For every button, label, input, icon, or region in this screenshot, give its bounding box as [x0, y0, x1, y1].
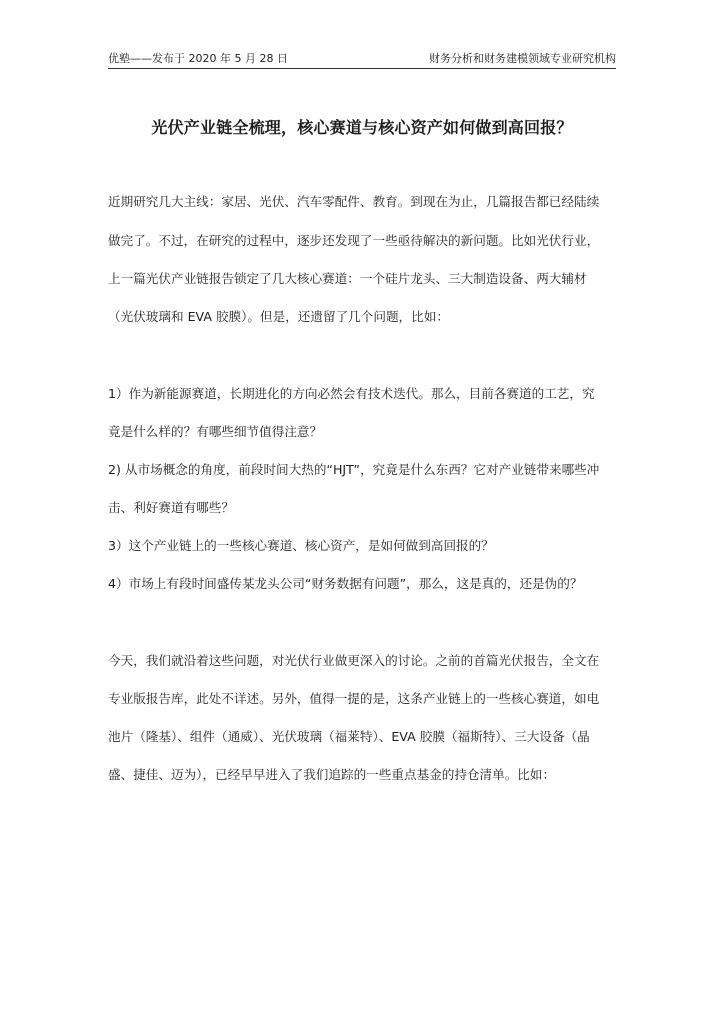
question-item: 4）市场上有段时间盛传某龙头公司“财务数据有问题”，那么，这是真的，还是伪的？ [108, 576, 583, 591]
article-title: 光伏产业链全梳理，核心赛道与核心资产如何做到高回报？ [151, 118, 573, 137]
header-publish-info: 优塾——发布于 2020 年 5 月 28 日 [108, 52, 288, 65]
paragraph-line: 池片（隆基）、组件（通威）、光伏玻璃（福莱特）、EVA 胶膜（福斯特）、三大设备（晶 [108, 729, 590, 744]
paragraph-line: 上一篇光伏产业链报告锁定了几大核心赛道：一个硅片龙头、三大制造设备、两大辅材 [108, 271, 587, 286]
question-item: 2) 从市场概念的角度，前段时间大热的“HJT”，究竟是什么东西？它对产业链带来哪些冲 [108, 462, 600, 477]
question-item: 击、利好赛道有哪些？ [108, 500, 234, 515]
paragraph-line: 近期研究几大主线：家居、光伏、汽车零配件、教育。到现在为止，几篇报告都已经陆续 [108, 194, 600, 209]
paragraph-line: 做完了。不过，在研究的过程中，逐步还发现了一些亟待解决的新问题。比如光伏行业， [108, 233, 600, 248]
question-item: 3）这个产业链上的一些核心赛道、核心资产，是如何做到高回报的？ [108, 538, 494, 553]
paragraph-line: 今天，我们就沿着这些问题，对光伏行业做更深入的讨论。之前的首篇光伏报告，全文在 [108, 653, 600, 668]
header-organization: 财务分析和财务建模领域专业研究机构 [429, 52, 616, 65]
paragraph-line: 盛、捷佳、迈为），已经早早进入了我们追踪的一些重点基金的持仓清单。比如： [108, 767, 556, 782]
page-header [108, 50, 616, 69]
question-item: 1）作为新能源赛道，长期进化的方向必然会有技术迭代。那么，目前各赛道的工艺，究 [108, 386, 595, 401]
paragraph-line: （光伏玻璃和 EVA 胶膜）。但是，还遗留了几个问题，比如： [108, 309, 449, 324]
paragraph-line: 专业版报告库，此处不详述。另外，值得一提的是，这条产业链上的一些核心赛道，如电 [108, 691, 600, 706]
question-item: 竟是什么样的？有哪些细节值得注意？ [108, 424, 323, 439]
